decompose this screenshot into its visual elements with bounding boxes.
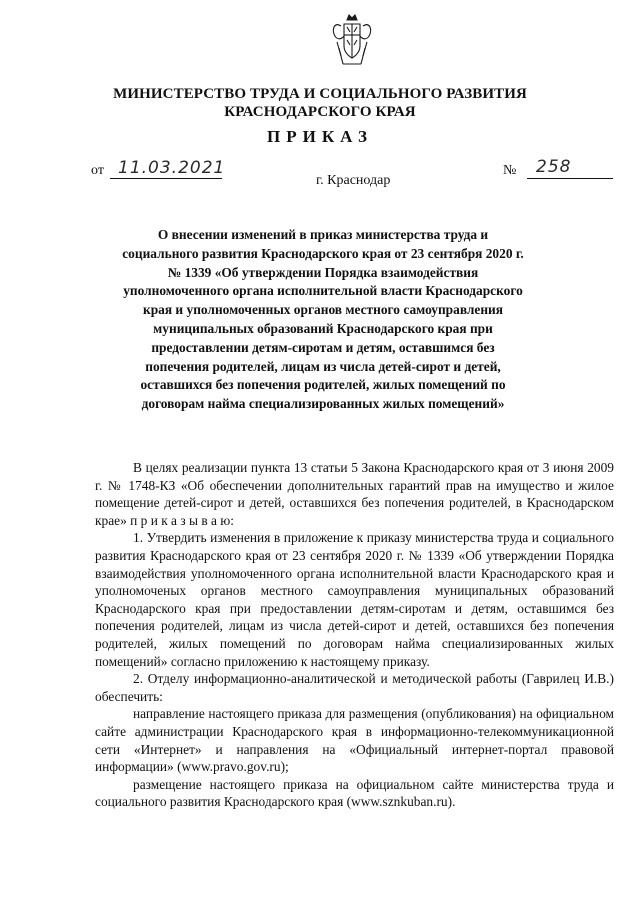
- body-paragraph-1: 1. Утвердить изменения в приложение к приказу министерства труда и социального развития Краснодарского края от 23 сентября 2020 г. № 1339 «Об утверждении Порядка взаимодействия уполномоченного органа исполнительной власти Краснодарского края и уполномоченых органов местного самоуправления муниципальных образований Краснодарского края при предоставлении детям-сиротам и детям, оставшимся без попечения родителей, лицам из числа детей-сирот и детей, оставшихся без попечения родителей, жилых помещений по договорам найма специализированных жилых помещений» согласно приложению к настоящему приказу.: [95, 530, 614, 669]
- document-title: ПРИКАЗ: [267, 127, 373, 146]
- body-paragraph-2b: размещение настоящего приказа на официальном сайте министерства труда и социального развития Краснодарского края (www.sznkuban.ru).: [95, 776, 614, 810]
- document-subject: О внесении изменений в приказ министерства труда и социального развития Краснодарского края от 23 сентября 2020 г. № 1339 «Об утверждении Порядка взаимодействия уполномоченного органа исполнительной власти Краснодарского края и уполномоченных органов местного самоуправления муниципальных образований Краснодарского края при предоставлении детям-сиротам и детям, оставшимся без попечения родителей, лицам из числа детей-сирот и детей, оставшихся без попечения родителей, жилых помещений по договорам найма специализированных жилых помещений»: [122, 227, 524, 412]
- number-prefix: №: [503, 163, 517, 178]
- body-paragraph-2: 2. Отделу информационно-аналитической и методической работы (Гаврилец И.В.) обеспечить:: [95, 671, 614, 704]
- date-handwritten: 11.03.2021: [118, 158, 226, 178]
- body-paragraph-preamble: В целях реализации пункта 13 статьи 5 Закона Краснодарского края от 3 июня 2009 г. № 1748-КЗ «Об обеспечении дополнительных гарантий прав на имущество и жилое помещение детей-сирот и детей, оставшихся без попечения родителей, в Краснодарском крае» п р и к а з ы в а ю:: [95, 460, 614, 528]
- ministry-line-1: МИНИСТЕРСТВО ТРУДА И СОЦИАЛЬНОГО РАЗВИТИЯ: [113, 86, 527, 102]
- city-label: г. Краснодар: [316, 173, 391, 188]
- body-paragraph-2a: направление настоящего приказа для размещения (опубликования) на официальном сайте администрации Краснодарского края в информационно-телекоммуникационной сети «Интернет» и направления на «Официальный интернет-портал правовой информации» (www.pravo.gov.ru);: [95, 706, 614, 775]
- coat-of-arms-emblem: [329, 12, 375, 68]
- document-body: [95, 459, 614, 811]
- date-underline: [110, 178, 222, 179]
- number-underline: [527, 178, 613, 179]
- number-handwritten: 258: [536, 157, 572, 177]
- date-prefix: от: [91, 163, 104, 178]
- ministry-name: [0, 85, 640, 121]
- date-number-row: [0, 158, 640, 188]
- ministry-line-2: КРАСНОДАРСКОГО КРАЯ: [224, 104, 416, 120]
